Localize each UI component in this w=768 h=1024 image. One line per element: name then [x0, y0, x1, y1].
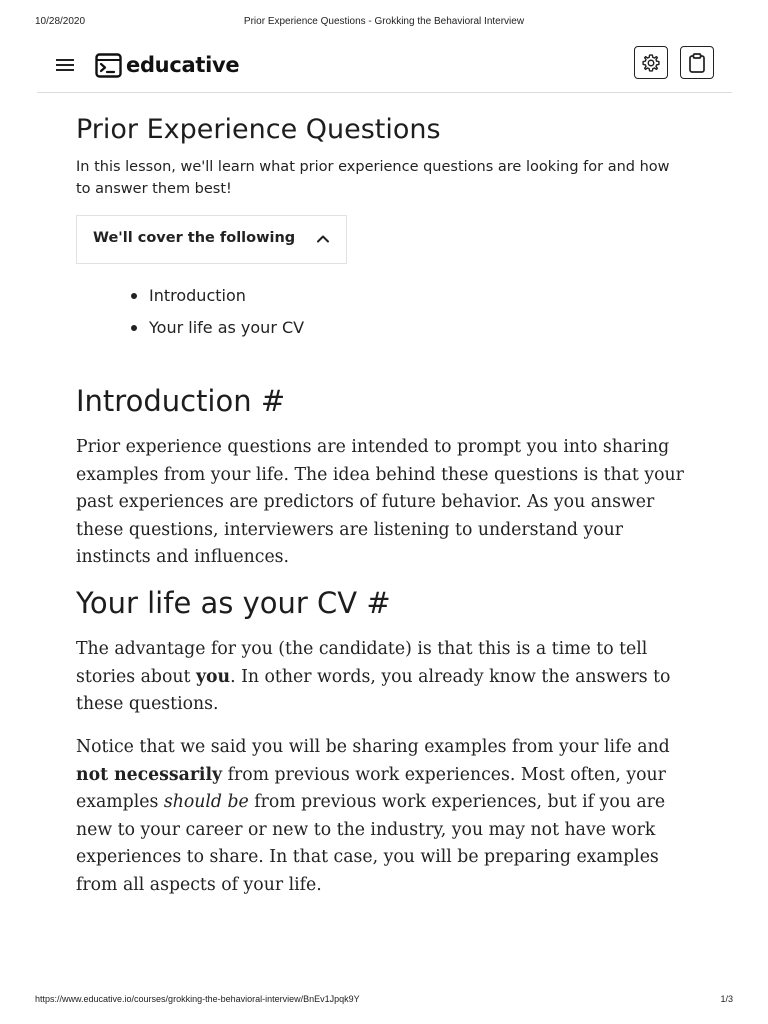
logo-text: educative: [126, 53, 240, 77]
text-run: from previous work experiences. Most often, your examples: [76, 764, 666, 812]
toc-item-introduction[interactable]: Introduction: [131, 280, 304, 312]
gear-icon: [641, 53, 661, 73]
print-url: https://www.educative.io/courses/grokking-the-behavioral-interview/BnEv1Jpqk9Y: [35, 994, 360, 1004]
introduction-paragraph: Prior experience questions are intended to prompt you into sharing examples from your life. The idea behind these questions is that your past experiences are predictors of future behavior. As you answer these questions, interviewers are listening to understand your instincts and influences.: [76, 437, 684, 567]
educative-logo[interactable]: [95, 51, 239, 79]
toc-list: [131, 280, 304, 344]
section-heading-text: Your life as your CV: [76, 586, 358, 620]
section-heading-introduction: [76, 384, 285, 418]
page-title: Prior Experience Questions: [76, 114, 441, 145]
terminal-logo-icon: [95, 53, 122, 78]
heading-anchor-link[interactable]: #: [366, 586, 391, 620]
clipboard-icon: [688, 53, 706, 73]
heading-anchor-link[interactable]: #: [260, 384, 286, 418]
toc-item-life-as-cv[interactable]: Your life as your CV: [131, 312, 304, 344]
text-run: from previous work experiences, but if you are new to your career or new to the industry, you may not have work experiences to share. In that case, you will be preparing examples from all aspects of your life.: [76, 792, 666, 895]
top-navbar: [37, 40, 732, 93]
text-run: . In other words, you already know the answers to these questions.: [76, 666, 671, 714]
print-page-number: 1/3: [720, 994, 733, 1004]
section-heading-text: Introduction: [76, 384, 252, 418]
toc-collapsible[interactable]: [76, 215, 347, 264]
settings-button[interactable]: [634, 46, 668, 79]
text-run: Notice that we said you will be sharing examples from your life and: [76, 737, 670, 757]
cv-paragraph-1: [76, 636, 696, 719]
print-date: 10/28/2020: [35, 16, 86, 27]
chevron-up-icon[interactable]: [316, 234, 330, 243]
bold-text: you: [195, 666, 231, 687]
text-run: The advantage for you (the candidate) is that this is a time to tell stories about: [76, 639, 648, 687]
hamburger-menu-icon[interactable]: [56, 56, 76, 74]
toc-heading: We'll cover the following: [93, 230, 296, 246]
print-document-title: Prior Experience Questions - Grokking the Behavioral Interview: [243, 16, 525, 27]
lesson-summary: In this lesson, we'll learn what prior experience questions are looking for and how to answer them best!: [76, 159, 670, 197]
bold-text: not necessarily: [76, 764, 223, 785]
section-heading-life-as-cv: [76, 586, 391, 620]
cv-paragraph-2: [76, 734, 696, 899]
italic-text: should be: [163, 792, 249, 812]
notes-button[interactable]: [680, 46, 714, 79]
